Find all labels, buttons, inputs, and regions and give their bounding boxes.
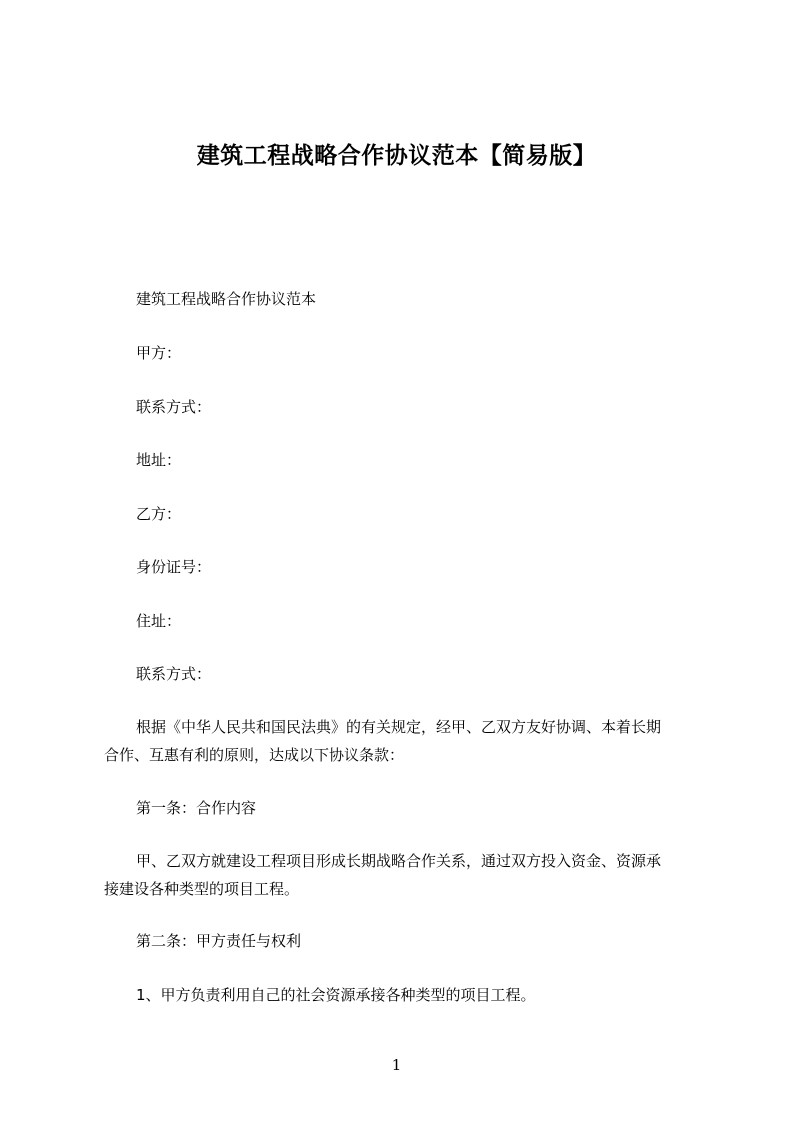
preamble-paragraph	[104, 713, 704, 769]
preamble-line-1: 根据《中华人民共和国民法典》的有关规定，经甲、乙双方友好协调、本着长期	[136, 718, 662, 736]
article-1-line-1: 甲、乙双方就建设工程项目形成长期战略合作关系，通过双方投入资金、资源承	[136, 852, 662, 870]
party-b-address-label: 住址：	[136, 612, 182, 630]
party-a-name-label: 甲方：	[136, 344, 182, 362]
agreement-subtitle: 建筑工程战略合作协议范本	[136, 290, 317, 308]
preamble-line-2: 合作、互惠有利的原则，达成以下协议条款：	[104, 746, 405, 764]
article-2-heading: 第二条：甲方责任与权利	[136, 932, 302, 950]
article-1-line-2: 接建设各种类型的项目工程。	[104, 880, 300, 898]
article-2-item-1: 1、甲方负责利用自己的社会资源承接各种类型的项目工程。	[136, 986, 536, 1004]
party-b-id-label: 身份证号：	[136, 558, 212, 576]
party-b-name-label: 乙方：	[136, 505, 182, 523]
page-number: 1	[391, 1056, 402, 1074]
document-title: 建筑工程战略合作协议范本【简易版】	[196, 143, 597, 169]
party-a-contact-label: 联系方式：	[136, 398, 212, 416]
article-1-paragraph	[104, 847, 704, 903]
party-b-contact-label: 联系方式：	[136, 665, 212, 683]
party-a-address-label: 地址：	[136, 451, 182, 469]
article-1-heading: 第一条：合作内容	[136, 799, 257, 817]
